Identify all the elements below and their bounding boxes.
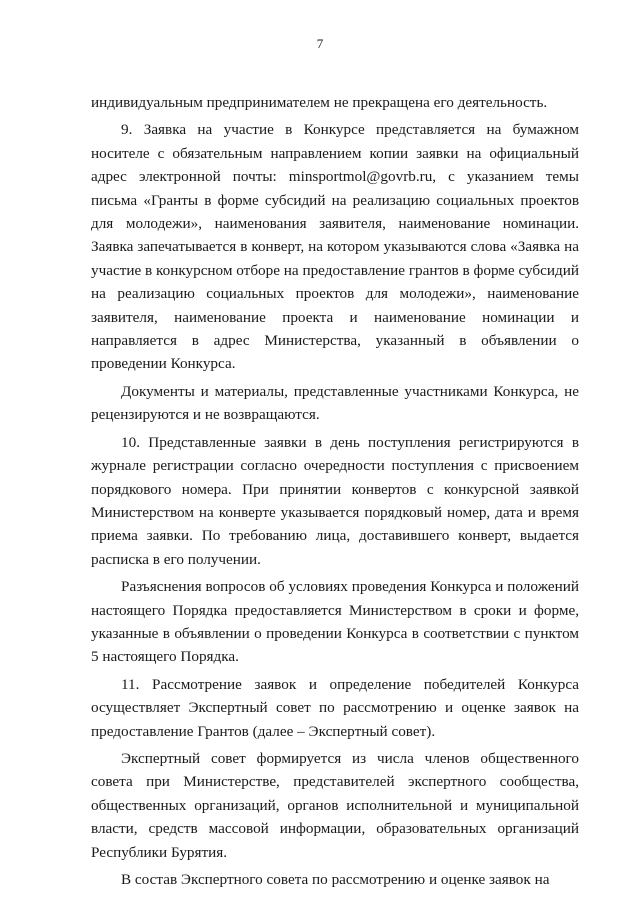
paragraph-item-10: 10. Представленные заявки в день поступления регистрируются в журнале регистрации согласно очередности поступления с присвоением порядкового номера. При принятии конвертов с конкурсной заявкой Министерством на конверте указывается порядковый номер, дата и время приема заявки. По требованию лица, доставившего конверт, выдается расписка в его получении. — [91, 433, 579, 568]
paragraph-expert-council-membership: В состав Экспертного совета по рассмотрению и оценке заявок на — [121, 871, 550, 888]
paragraph-item-9: 9. Заявка на участие в Конкурсе представляется на бумажном носителе с обязательным направлением копии заявки на официальный адрес электронной почты: minsportmol@govrb.ru, с указанием темы письма «Гранты в форме субсидий на реализацию социальных проектов для молодежи», наименования заявителя, наименование номинации. Заявка запечатывается в конверт, на котором указываются слова «Заявка на участие в конкурсном отборе на предоставление грантов в форме субсидий на реализацию социальных проектов для молодежи», наименование заявителя, наименование проекта и наименование номинации и направляется в адрес Министерства, указанный в объявлении о проведении Конкурса. — [91, 121, 579, 373]
paragraph-documents-not-returned: Документы и материалы, представленные участниками Конкурса, не рецензируются и не возвращаются. — [91, 382, 579, 424]
paragraph-continuation: индивидуальным предпринимателем не прекращена его деятельность. — [91, 94, 548, 111]
paragraph-item-11: 11. Рассмотрение заявок и определение победителей Конкурса осуществляет Экспертный совет по рассмотрению и оценке заявок на предоставление Грантов (далее – Экспертный совет). — [91, 675, 579, 740]
paragraph-clarifications: Разъяснения вопросов об условиях проведения Конкурса и положений настоящего Порядка предоставляется Министерством в сроки и форме, указанные в объявлении о проведении Конкурса в соответствии с пунктом 5 настоящего Порядка. — [91, 578, 579, 666]
page-number: 7 — [316, 36, 324, 51]
document-body — [91, 91, 579, 895]
paragraph-expert-council-composition: Экспертный совет формируется из числа членов общественного совета при Министерстве, представителей экспертного сообщества, общественных организаций, органов исполнительной и муниципальной власти, средств массовой информации, образовательных организаций Республики Бурятия. — [91, 749, 579, 861]
